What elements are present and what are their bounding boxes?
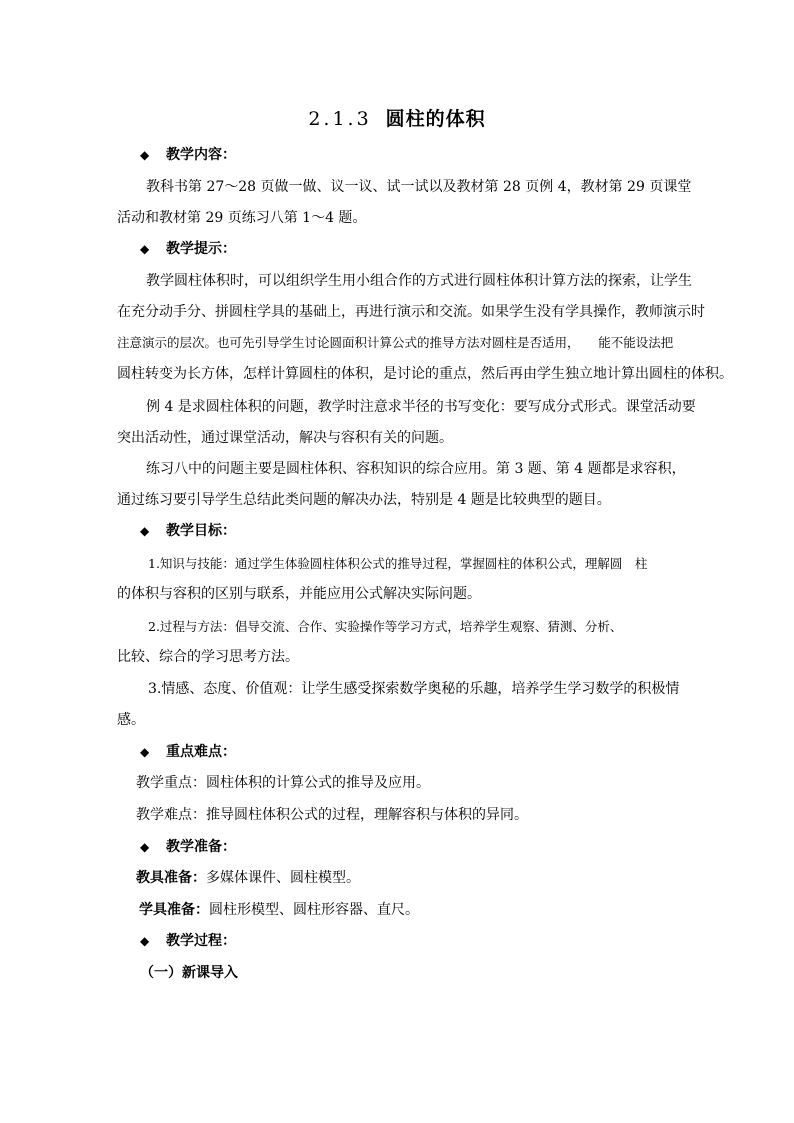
hint-line: 通过练习要引导学生总结此类问题的解决办法，特别是 4 题是比较典型的题目。 xyxy=(117,492,611,508)
hint-line: 在充分动手分、拼圆柱学具的基础上，再进行演示和交流。如果学生没有学具操作，教师演示时 xyxy=(117,304,705,320)
hint-line: 练习八中的问题主要是圆柱体积、容积知识的综合应用。第 3 题、第 4 题都是求容积， xyxy=(146,461,686,477)
goal-line: 1.知识与技能：通过学生体验圆柱体积公式的推导过程，掌握圆柱的体积公式，理解圆 柱 xyxy=(148,556,648,571)
hint-line: 教学圆柱体积时，可以组织学生用小组合作的方式进行圆柱体积计算方法的探索，让学生 xyxy=(146,273,692,289)
student-prep-text: 圆柱形模型、圆柱形容器、直尺。 xyxy=(209,902,419,918)
diamond-bullet-icon: ◆ xyxy=(140,840,150,854)
content-line: 活动和教材第 29 页练习八第 1～4 题。 xyxy=(117,210,367,226)
goal-line: 感。 xyxy=(117,712,145,728)
hint-line: 例 4 是求圆柱体积的问题，教学时注意求半径的书写变化：要写成分式形式。课堂活动要 xyxy=(146,399,696,415)
diamond-bullet-icon: ◆ xyxy=(140,242,150,256)
teacher-prep-text: 多媒体课件、圆柱模型。 xyxy=(206,870,360,886)
hint-line: 突出活动性，通过课堂活动，解决与容积有关的问题。 xyxy=(117,430,453,446)
title-text: 圆柱的体积 xyxy=(385,108,486,130)
goal-line: 比较、综合的学习思考方法。 xyxy=(117,649,299,665)
diamond-bullet-icon: ◆ xyxy=(140,934,150,948)
content-line: 教科书第 27～28 页做一做、议一议、试一试以及教材第 28 页例 4，教材第 29 页课堂 xyxy=(146,179,692,195)
process-subheading: （一）新课导入 xyxy=(140,965,238,981)
diamond-bullet-icon: ◆ xyxy=(140,524,150,538)
section-heading-hint: ◆ 教学提示： xyxy=(140,241,236,257)
diamond-bullet-icon: ◆ xyxy=(140,745,150,759)
section-heading-preparation: ◆ 教学准备： xyxy=(140,839,236,855)
page-title xyxy=(0,104,794,131)
hint-line: 注意演示的层次。也可先引导学生讨论圆面积计算公式的推导方法对圆柱是否适用， 能不能设法把 xyxy=(117,335,674,350)
section-heading-process: ◆ 教学过程： xyxy=(140,933,236,949)
diamond-bullet-icon: ◆ xyxy=(140,148,150,162)
section-heading-content: ◆ 教学内容： xyxy=(140,147,236,163)
hint-line: 圆柱转变为长方体，怎样计算圆柱的体积，是讨论的重点，然后再由学生独立地计算出圆柱的体积。 xyxy=(117,366,733,382)
section-heading-key-points: ◆ 重点难点： xyxy=(140,744,236,760)
teacher-prep-label: 教具准备： xyxy=(136,870,206,886)
teacher-prep-line xyxy=(136,869,360,887)
goal-line: 的体积与容积的区别与联系，并能应用公式解决实际问题。 xyxy=(117,586,481,602)
key-line: 教学难点：推导圆柱体积公式的过程，理解容积与体积的异同。 xyxy=(136,807,528,823)
goal-line: 3.情感、态度、价值观：让学生感受探索数学奥秘的乐趣，培养学生学习数学的积极情 xyxy=(148,681,680,697)
student-prep-label: 学具准备： xyxy=(139,902,209,918)
section-heading-goals: ◆ 教学目标： xyxy=(140,523,236,539)
student-prep-line xyxy=(139,901,419,919)
key-line: 教学重点：圆柱体积的计算公式的推导及应用。 xyxy=(136,775,430,791)
goal-line: 2.过程与方法：倡导交流、合作、实验操作等学习方式，培养学生观察、猜测、分析、 xyxy=(148,619,623,634)
title-number: 2.1.3 xyxy=(308,108,372,130)
